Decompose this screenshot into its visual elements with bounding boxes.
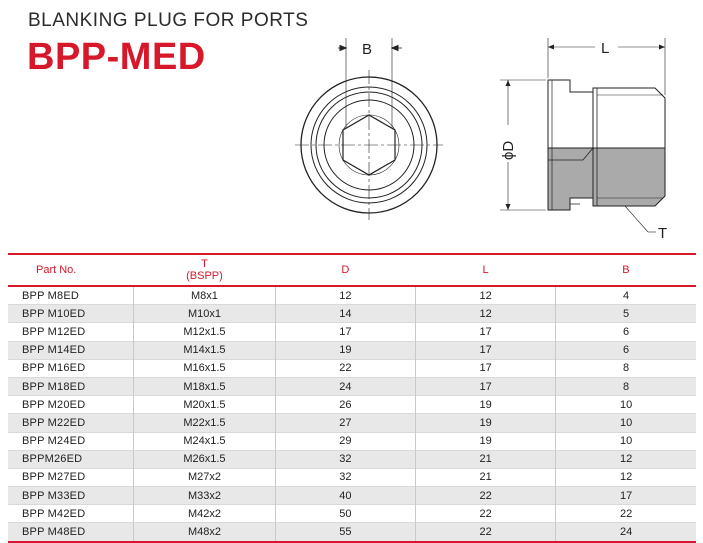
- cell-b: 22: [556, 505, 696, 523]
- table-row: [8, 450, 696, 468]
- table-row: [8, 414, 696, 432]
- dimensions-table: [8, 253, 696, 543]
- header-part-no: Part No.: [36, 264, 77, 276]
- cell-d: 12: [275, 286, 415, 305]
- cell-part: BPP M27ED: [22, 471, 86, 484]
- cell-part: BPP M20ED: [22, 398, 86, 411]
- table-row: [8, 341, 696, 359]
- cell-d: 19: [275, 341, 415, 359]
- table-row: [8, 468, 696, 486]
- cell-b: 5: [556, 305, 696, 323]
- cell-b: 17: [556, 487, 696, 505]
- page-subtitle: BLANKING PLUG FOR PORTS: [28, 10, 309, 31]
- cell-d: 27: [275, 414, 415, 432]
- cell-l: 17: [415, 359, 555, 377]
- cell-l: 19: [415, 414, 555, 432]
- cell-l: 17: [415, 341, 555, 359]
- cell-t: M48x2: [134, 523, 276, 542]
- label-l: L: [601, 40, 610, 57]
- header-t-line1: T: [201, 258, 208, 270]
- cell-l: 17: [415, 377, 555, 395]
- table-row: [8, 377, 696, 395]
- cell-l: 22: [415, 505, 555, 523]
- cell-l: 17: [415, 323, 555, 341]
- cell-t: M20x1.5: [134, 396, 276, 414]
- table-header-row: [8, 254, 696, 286]
- cell-l: 12: [415, 305, 555, 323]
- cell-part: BPP M22ED: [8, 414, 134, 432]
- cell-l: 19: [415, 432, 555, 450]
- cell-t: M27x2: [134, 468, 276, 486]
- cell-d: 32: [275, 450, 415, 468]
- cell-part: BPP M10ED: [8, 305, 134, 323]
- header-b: B: [622, 264, 630, 276]
- cell-t: M8x1: [134, 286, 276, 305]
- label-t: T: [658, 225, 668, 242]
- cell-b: 8: [556, 377, 696, 395]
- table-row: [8, 305, 696, 323]
- cell-b: 10: [556, 414, 696, 432]
- cell-l: 22: [415, 523, 555, 542]
- table-row: [8, 505, 696, 523]
- cell-part: BPP M18ED: [8, 377, 134, 395]
- cell-d: 29: [275, 432, 415, 450]
- cell-b: 24: [556, 523, 696, 542]
- cell-b: 4: [556, 286, 696, 305]
- cell-t: M24x1.5: [134, 432, 276, 450]
- cell-part: BPP M33ED: [8, 487, 134, 505]
- cell-b: 10: [556, 396, 696, 414]
- table-row: [8, 286, 696, 305]
- page-title: BPP-MED: [27, 36, 206, 78]
- cell-d: 26: [275, 396, 415, 414]
- cell-d: 32: [275, 468, 415, 486]
- cell-b: 6: [556, 341, 696, 359]
- cell-t: M14x1.5: [134, 341, 276, 359]
- cell-d: 55: [275, 523, 415, 542]
- cell-part: BPP M8ED: [22, 289, 80, 302]
- table-row: [8, 396, 696, 414]
- table-row: [8, 432, 696, 450]
- table-row: [8, 523, 696, 542]
- cell-t: M22x1.5: [134, 414, 276, 432]
- cell-part: BPPM26ED: [8, 450, 134, 468]
- cell-t: M42x2: [134, 505, 276, 523]
- cell-d: 14: [275, 305, 415, 323]
- cell-part: BPP M16ED: [22, 362, 86, 375]
- cell-l: 21: [415, 468, 555, 486]
- header-l: L: [482, 264, 489, 276]
- cell-d: 22: [275, 359, 415, 377]
- cell-l: 12: [415, 286, 555, 305]
- header-t-line2: (BSPP): [186, 270, 223, 282]
- cell-part: BPP M48ED: [8, 523, 134, 542]
- cell-t: M16x1.5: [134, 359, 276, 377]
- cell-d: 24: [275, 377, 415, 395]
- cell-t: M33x2: [134, 487, 276, 505]
- label-d: ϕD: [500, 140, 517, 160]
- cell-b: 12: [556, 450, 696, 468]
- technical-drawing: [0, 0, 703, 245]
- header-t: [134, 254, 276, 286]
- cell-t: M12x1.5: [134, 323, 276, 341]
- cell-t: M18x1.5: [134, 377, 276, 395]
- table-row: [8, 323, 696, 341]
- cell-b: 6: [556, 323, 696, 341]
- cell-b: 10: [556, 432, 696, 450]
- label-b: B: [362, 41, 373, 58]
- cell-l: 19: [415, 396, 555, 414]
- cell-l: 22: [415, 487, 555, 505]
- cell-b: 12: [556, 468, 696, 486]
- header-d: D: [341, 264, 350, 276]
- cell-t: M10x1: [134, 305, 276, 323]
- cell-part: BPP M12ED: [22, 325, 86, 338]
- cell-d: 17: [275, 323, 415, 341]
- cell-part: BPP M42ED: [22, 507, 86, 520]
- cell-part: BPP M14ED: [8, 341, 134, 359]
- table-row: [8, 487, 696, 505]
- cell-part: BPP M24ED: [22, 435, 86, 448]
- cell-b: 8: [556, 359, 696, 377]
- side-view: [548, 80, 665, 210]
- front-view: [295, 38, 443, 220]
- cell-t: M26x1.5: [134, 450, 276, 468]
- cell-d: 50: [275, 505, 415, 523]
- cell-l: 21: [415, 450, 555, 468]
- table-row: [8, 359, 696, 377]
- cell-d: 40: [275, 487, 415, 505]
